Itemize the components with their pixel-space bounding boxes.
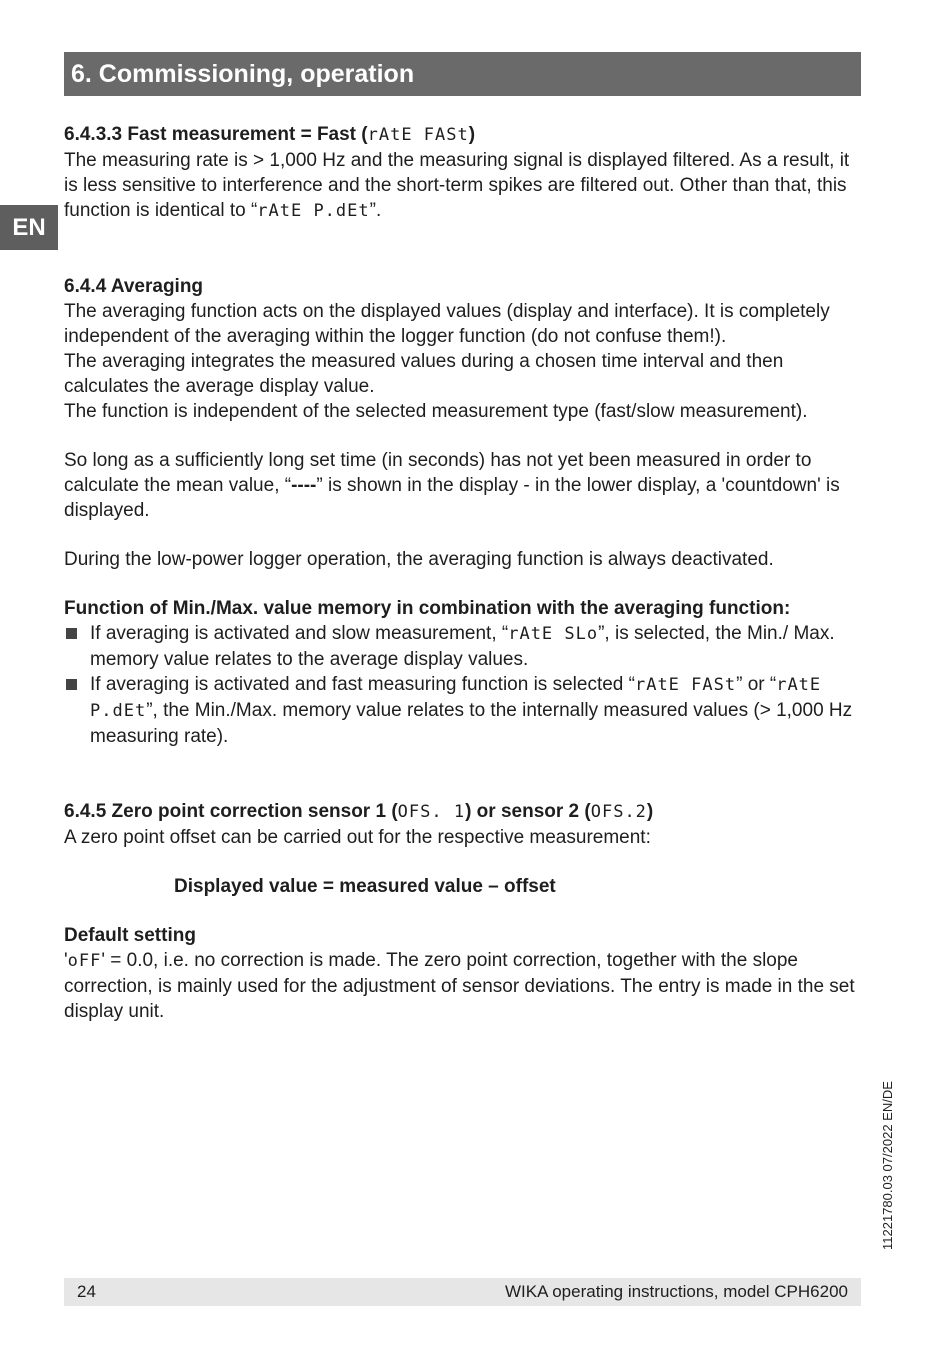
paragraph-zero-point-intro: A zero point offset can be carried out for the respective measurement: (64, 827, 651, 848)
heading-644: 6.4.4 Averaging (64, 276, 204, 297)
formula: Displayed value = measured value – offset (174, 876, 556, 897)
paragraph-averaging-5: During the low-power logger operation, the averaging function is always deactivated. (64, 549, 774, 570)
page-number: 24 (77, 1282, 96, 1301)
paragraph-averaging-4: So long as a sufficiently long set time (in seconds) has not yet been measured in order to calculate the mean value, “----” is shown in the display - in the lower display, a 'countdown' is displayed. (64, 450, 840, 521)
page-footer (64, 1278, 861, 1306)
document-code: 11221780.03 07/2022 EN/DE (880, 1081, 895, 1250)
paragraph-averaging-1: The averaging function acts on the displayed values (display and interface). It is completely independent of the averaging within the logger function (do not confuse them!). (64, 301, 830, 347)
bullet-square-icon (66, 628, 77, 639)
paragraph-averaging-3: The function is independent of the selected measurement type (fast/slow measurement). (64, 401, 808, 422)
section-header: 6. Commissioning, operation (64, 52, 861, 96)
bullet-item: If averaging is activated and slow measurement, “rAtE SLo”, is selected, the Min./ Max. memory value relates to the average display values. (64, 621, 864, 672)
paragraph-fast-measurement: The measuring rate is > 1,000 Hz and the measuring signal is displayed filtered. As a result, it is less sensitive to interference and the short-term spikes are filtered out. Other than that, this function is identical to “rAtE P.dEt”. (64, 150, 850, 221)
bullet-square-icon (66, 679, 77, 690)
paragraph-default-setting: 'oFF' = 0.0, i.e. no correction is made. The zero point correction, together with the slope correction, is mainly used for the adjustment of sensor deviations. The entry is made in the set display unit. (64, 950, 855, 1022)
paragraph-averaging-2: The averaging integrates the measured values during a chosen time interval and then calculates the average display value. (64, 351, 784, 397)
heading-default-setting: Default setting (64, 925, 196, 946)
page-content (64, 122, 864, 1024)
heading-6433: 6.4.3.3 Fast measurement = Fast (rAtE FASt) (64, 124, 476, 145)
footer-title: WIKA operating instructions, model CPH6200 (504, 1282, 848, 1301)
language-tab: EN (0, 205, 58, 250)
heading-minmax: Function of Min./Max. value memory in combination with the averaging function: (64, 598, 791, 619)
bullet-item: If averaging is activated and fast measuring function is selected “rAtE FASt” or “rAtE P.dEt”, the Min./Max. memory value relates to the internally measured values (> 1,000 Hz measuring rate). (64, 672, 864, 749)
heading-645: 6.4.5 Zero point correction sensor 1 (OFS. 1) or sensor 2 (OFS.2) (64, 801, 654, 822)
